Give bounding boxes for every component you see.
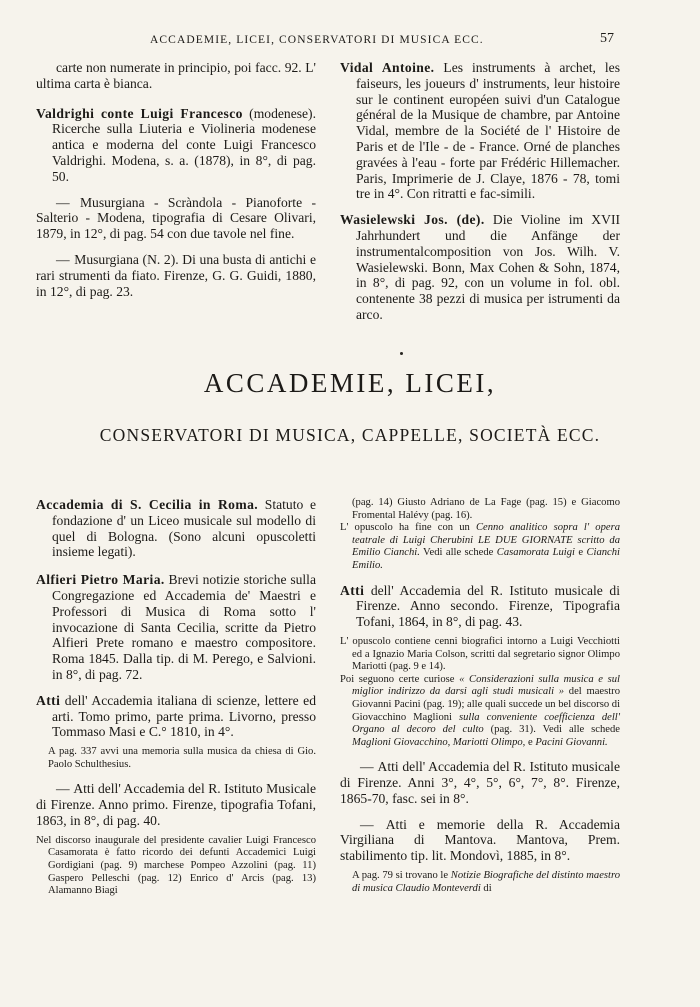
entry-body: Atti dell' Accademia del R. Istituto musicale di Firenze. Anni 3°, 4°, 5°, 6°, 7°, 8°. Firenze, 1865-70, fasc. sei in 8°. (340, 759, 620, 806)
entry-body: Atti e memorie della R. Accademia Virgiliana di Mantova. Mantova, Prem. stabilimento tip. lit. Mondovì, 1885, in 8°. (340, 816, 620, 864)
note-text: A pag. 337 avvi una memoria sulla musica da chiesa di Gio. (48, 746, 316, 758)
note-text: di (480, 882, 492, 894)
entry-musurgiana-1 (36, 195, 316, 242)
running-head-title: ACCADEMIE, LICEI, CONSERVATORI DI MUSICA ECC. (150, 34, 484, 46)
running-head (0, 31, 700, 50)
entry-body: Musurgiana (N. 2). Di una busta di antichi e rari strumenti da fiato. Firenze, G. G. Guidi, 1880, in 12°, di pag. 23. (36, 251, 316, 299)
entry-heading: Vidal Antoine. (340, 60, 435, 75)
note-cenno-analitico (340, 522, 620, 572)
entry-atti-mantova (340, 817, 620, 864)
entry-heading: Accademia di S. Cecilia in Roma. (36, 497, 259, 512)
bottom-left-column (36, 497, 316, 898)
entry-atti-firenze-2 (340, 583, 620, 630)
entry-body: Les instruments à archet, les faiseurs, les joueurs d' instruments, leur histoire sur le continent européen suivi d'un Catalogue général de la Musique de chambre, par Antoine Vidal, membre de la Société de l' Histoire de Paris et de l'Ile - de - France. Orné de planches gravées à l'eau - forte par Frédéric Hillemacher. Paris, Imprimerie de J. Claye, 1876 - 78, tomi tre in 4°. Con ritratti e fac-simili. (356, 60, 620, 202)
note-schulthesius (36, 746, 316, 771)
note-text: A pag. 79 si trovano le (352, 870, 451, 882)
entry-heading: Valdrighi conte Luigi Francesco (36, 105, 243, 121)
entry-atti-firenze-1 (36, 781, 316, 828)
note-text: Vedi alle schede (419, 547, 497, 559)
entry-body: Die Violine im XVII Jahrhundert und die Anfänge der instrumentalcomposition von Jos. Wilh. V. Wasielewski. Bonn, Max Cohen & Sohn, 1874, in 8°, di pag. 92, con un volume in fol. obl. contenente 38 pezzi di musica per istrumenti da arco. (356, 212, 620, 322)
entry-body: Statuto e fondazione d' un Liceo musicale sul modello di quel di Bologna. (Sono alcuni opuscoletti insieme legati). (52, 497, 316, 560)
entry-atti-livorno (36, 693, 316, 740)
bottom-right-column (340, 497, 620, 895)
dash-mark: — (56, 251, 71, 267)
continuation-text: carte non numerate in principio, poi facc. 92. L' ultima carta è bianca. (36, 60, 316, 91)
note-considerazioni (340, 674, 620, 750)
entry-body: dell' Accademia italiana di scienze, lettere ed arti. Tomo primo, parte prima. Livorno, presso Tommaso Masi e C.° 1810, in 4°. (52, 692, 316, 740)
dash-mark: — (360, 816, 375, 832)
entry-atti-firenze-3 (340, 759, 620, 806)
section-subtitle: CONSERVATORI DI MUSICA, CAPPELLE, SOCIETÀ ECC. (99, 425, 601, 445)
note-cenni-biografici: L' opuscolo contiene cenni biografici intorno a Luigi Vecchiotti ed a Ignazio Maria Colson, scritti dal segretario signor Olimpo Mariotti (pag. 9 e 14). (340, 635, 620, 673)
entry-vidal (340, 60, 620, 202)
note-discorso: Nel discorso inaugurale del presidente cavalier Luigi Francesco Casamorata è fatto ricordo dei defunti Accademici Luigi Gordigiani (pag. 9) marchese Pompeo Azzolini (pag. 11) Gaspero Pelleschi (pag. 12) Enrico d' Arcis (pag. 13) Alamanno Biagi (36, 834, 316, 897)
dash-mark: — (56, 194, 71, 210)
note-italic: Cenno analitico sopra l' opera teatrale di Luigi Cherubini LE DUE GIORNATE scritto da Emilio Cianchi. (352, 522, 620, 559)
entry-body: Atti dell' Accademia del R. Istituto Musicale di Firenze. Anno primo. Firenze, tipografia Tofani, 1863, in 8°, di pag. 40. (36, 781, 316, 828)
page-number: 57 (600, 31, 614, 46)
entry-heading: Atti (36, 692, 61, 708)
entry-wasielewski (340, 212, 620, 323)
note-text: e (525, 736, 536, 748)
entry-body: dell' Accademia del R. Istituto musicale di Firenze. Anno secondo. Firenze, Tipografia Tofani, 1864, in 8°, di pag. 43. (356, 582, 620, 630)
note-italic: Notizie Biografiche del distinto maestro di musica Claudio Monteverdi (352, 870, 620, 894)
note-italic: sulla conveniente coefficienza dell' Organo al decoro del culto (352, 711, 620, 736)
note-text: (pag. 31). Vedi alle schede (483, 724, 620, 736)
entry-body: (modenese). Ricerche sulla Liuteria e Violineria modenese antica e moderna del conte Luigi Francesco Valdrighi. Modena, s. a. (1878), in 8°, di pag. 50. (52, 105, 316, 184)
entry-accademia-cecilia (36, 497, 316, 560)
dash-mark: — (56, 781, 71, 797)
note-italic: Casamorata Luigi (496, 547, 575, 559)
note-text: del maestro Giovanni Pacini (pag. 19); alle quali succede un bel discorso di Giovacchino Maglioni (352, 686, 621, 723)
entry-heading: Atti (340, 582, 365, 598)
note-continuation: (pag. 14) Giusto Adriano de La Fage (pag. 15) e Giacomo Fromental Halévy (pag. 16). (352, 497, 620, 521)
note-name: Paolo Schulthesius. (48, 758, 131, 770)
entry-alfieri (36, 572, 316, 683)
note-italic: Maglioni Giovacchino, Mariotti Olimpo, (352, 736, 526, 748)
note-text: L' opuscolo ha fine con un (340, 522, 476, 534)
note-text: Poi seguono certe curiose (340, 673, 460, 685)
note-italic: « Considerazioni sulla musica e sul miglior indirizzo da darsi agli studi musicali » (352, 673, 620, 698)
entry-body: Brevi notizie storiche sulla Congregazione ed Accademia de' Maestri e Professori di Musica di Roma sotto l' invocazione di Santa Cecilia, scritte da Pietro Alfieri Prete romano e maestro compositore. Roma 1845. Dalla tip. di M. Perego, e Salvioni. in 8°, di pag. 72. (52, 572, 316, 682)
note-monteverdi (340, 870, 620, 895)
entry-heading: Alfieri Pietro Maria. (36, 572, 165, 588)
entry-body: Musurgiana - Scràndola - Pianoforte - Salterio - Modena, tipografia di Cesare Olivari, 1879, in 12°, di pag. 54 con due tavole nel fine. (36, 194, 316, 242)
note-italic: Pacini Giovanni. (535, 736, 608, 748)
note-italic: Cianchi Emilio. (352, 547, 620, 571)
section-title: ACCADEMIE, LICEI, (203, 368, 497, 398)
entry-heading: Wasielewski Jos. (de). (340, 212, 485, 228)
entry-valdrighi (36, 106, 316, 185)
note-text: e (574, 547, 587, 559)
entry-musurgiana-2 (36, 252, 316, 299)
top-right-column (340, 60, 620, 323)
dash-mark: — (360, 759, 375, 775)
top-left-column (36, 60, 316, 299)
ink-dot (400, 352, 403, 355)
